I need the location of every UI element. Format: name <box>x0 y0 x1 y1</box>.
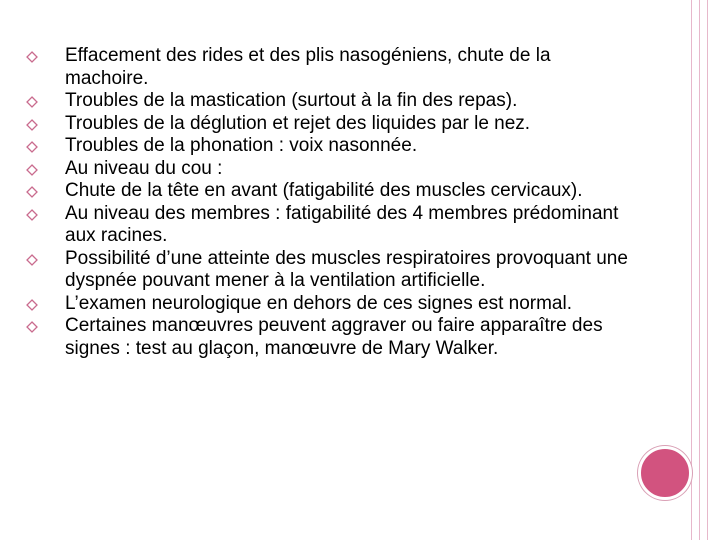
list-item-text: Chute de la tête en avant (fatigabilité des muscles cervicaux). <box>65 180 583 201</box>
bullet-list <box>20 45 630 360</box>
list-item-text: Troubles de la déglution et rejet des liquides par le nez. <box>65 112 531 134</box>
list-item <box>20 293 630 316</box>
diamond-outline-icon <box>26 51 38 63</box>
list-item-text: Troubles de la mastication (surtout à la fin des repas). <box>65 90 518 111</box>
list-item <box>20 135 630 158</box>
list-item <box>20 90 630 113</box>
list-item <box>20 248 630 293</box>
list-item <box>20 45 630 90</box>
diamond-outline-icon <box>26 299 38 311</box>
diamond-outline-icon <box>26 321 38 333</box>
diamond-outline-icon <box>26 254 38 266</box>
list-item-text: Certaines manœuvres peuvent aggraver ou faire apparaître des signes : test au glaçon, manœuvre de Mary Walker. <box>65 315 603 359</box>
list-item <box>20 158 630 181</box>
list-item-text: L’examen neurologique en dehors de ces signes est normal. <box>65 292 572 314</box>
list-item <box>20 113 630 136</box>
diamond-outline-icon <box>26 186 38 198</box>
frame-line <box>691 0 692 540</box>
frame-line <box>707 0 708 540</box>
list-item-text: Au niveau des membres : fatigabilité des 4 membres prédominant aux racines. <box>65 202 619 246</box>
diamond-outline-icon <box>26 96 38 108</box>
diamond-outline-icon <box>26 141 38 153</box>
list-item <box>20 203 630 248</box>
frame-line <box>699 0 700 540</box>
decorative-circle <box>638 446 692 500</box>
list-item-text: Effacement des rides et des plis nasogéniens, chute de la machoire. <box>65 45 551 89</box>
diamond-outline-icon <box>26 164 38 176</box>
diamond-outline-icon <box>26 119 38 131</box>
list-item <box>20 315 630 360</box>
list-item-text: Au niveau du cou : <box>65 157 223 179</box>
list-item-text: Possibilité d’une atteinte des muscles respiratoires provoquant une dyspnée pouvant mener à la ventilation artificielle. <box>65 247 628 291</box>
diamond-outline-icon <box>26 209 38 221</box>
list-item-text: Troubles de la phonation : voix nasonnée. <box>65 135 418 156</box>
list-item <box>20 180 630 203</box>
